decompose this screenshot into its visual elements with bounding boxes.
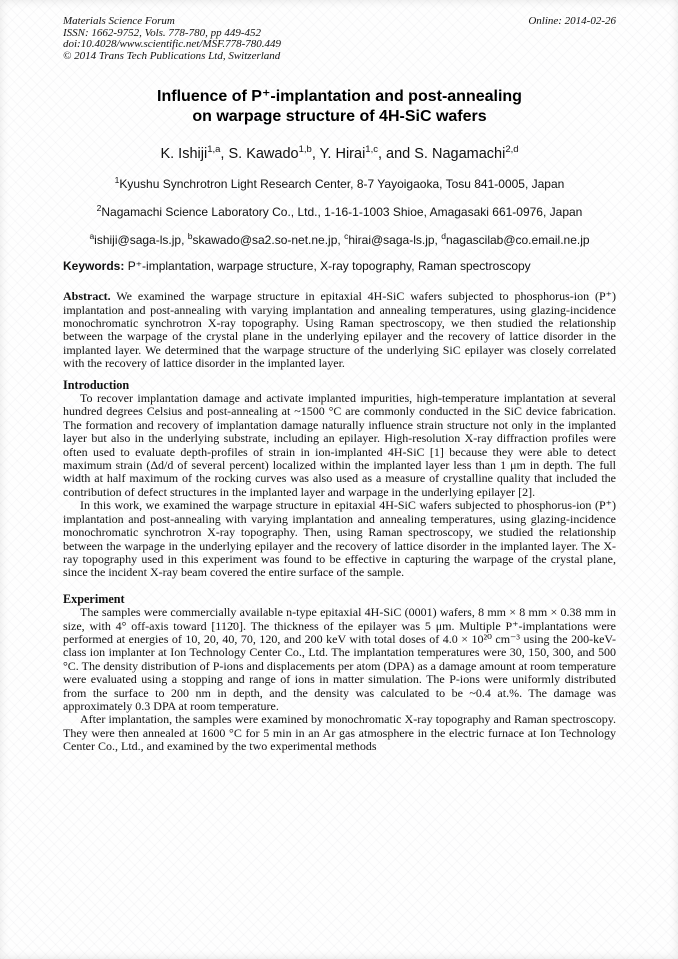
affiliation-mark: 2 (96, 203, 102, 214)
paper-title-line2: on warpage structure of 4H-SiC wafers (192, 108, 487, 126)
affiliation-text: Nagamachi Science Laboratory Co., Ltd., 1-16-1-1003 Shioe, Amagasaki 661-0976, Japan (101, 205, 583, 220)
author-line (63, 141, 616, 163)
author-emails (63, 229, 616, 247)
author-separator: , (311, 146, 320, 163)
affiliation-text: Kyushu Synchrotron Light Research Center, 8-7 Yayoigaoka, Tosu 841-0005, Japan (119, 177, 565, 192)
email (89, 233, 187, 247)
author-name: Y. Hirai (319, 146, 366, 163)
author-affil-mark: 1,c (365, 144, 378, 156)
affiliation-mark: 1 (114, 175, 120, 186)
journal-copyright: © 2014 Trans Tech Publications Ltd, Switzerland (63, 49, 281, 62)
email-address: ishiji@saga-ls.jp (94, 233, 182, 248)
email-address: skawado@sa2.so-net.ne.jp (192, 233, 338, 248)
affiliation-1 (63, 173, 616, 191)
keywords-line (63, 259, 616, 273)
author-separator: , and (377, 146, 415, 163)
email-address: hirai@saga-ls.jp (348, 233, 435, 248)
keywords-text: P⁺-implantation, warpage structure, X-ray topography, Raman spectroscopy (124, 259, 531, 274)
author-name: S. Nagamachi (414, 146, 506, 163)
email-separator: , (181, 233, 188, 248)
author-affil-mark: 1,b (298, 144, 312, 156)
section-heading-experiment: Experiment (63, 591, 125, 606)
email-mark: c (344, 231, 349, 242)
section-heading-introduction: Introduction (63, 377, 130, 392)
journal-header (63, 16, 616, 62)
email-mark: d (441, 231, 446, 242)
email-mark: a (89, 231, 95, 242)
introduction-paragraph-1: To recover implantation damage and activate implanted impurities, high-temperature implantation at several hundred degrees Celsius and post-annealing at ~1500 °C are commonly conducted in the SiC device fabrication. The formation and recovery of implantation damage naturally influence strain structure not only in the implanted layer but also in the underlying substrate, including an epilayer. High-resolution X-ray diffraction profiles were often used to evaluate depth-profiles of strain in ion-implanted 4H-SiC [1] because they were able to detect maximum strain (Δd/d of several percent) localized within the implanted layer less than 1 μm in depth. The full width at half maximum of the rocking curves was also used as a measure of crystalline quality that included the contribution of defect structures in the implanted layer and warpage in the underlying epilayer [2]. (63, 391, 616, 499)
experiment-paragraph-1: The samples were commercially available n-type epitaxial 4H-SiC (0001) wafers, 8 mm × 8 mm × 0.38 mm in size, with 4° off-axis toward [112̄0]. The thickness of the epilayer was 5 μm. Multiple P⁺-implantations were performed at energies of 10, 20, 40, 70, 120, and 200 keV with total doses of 4.0 × 10²⁰ cm⁻³ using the 200-keV-class ion implanter at Ion Technology Center Co., Ltd. The implantation temperatures were 30, 150, 300, and 500 °C. The density distribution of P-ions and displacements per atom (DPA) as a damage amount at room temperature were evaluated using a stopping and range of ions in matter simulation. The P-ions were uniformly distributed from the surface to 200 nm in depth, and the density was calculated to be ~0.4 at.%. The damage was approximately 0.3 DPA at room temperature. (63, 605, 616, 713)
author-affil-mark: 2,d (505, 144, 519, 156)
author-affil-mark: 1,a (207, 144, 221, 156)
keywords-label: Keywords: (63, 259, 125, 274)
online-date: Online: 2014-02-26 (528, 15, 616, 27)
author (414, 146, 518, 162)
abstract-label: Abstract. (63, 289, 111, 304)
paper-title (63, 87, 616, 127)
email (441, 233, 589, 247)
email-separator: , (434, 233, 442, 248)
email-mark: b (187, 231, 193, 242)
journal-name: Materials Science Forum (63, 15, 175, 27)
journal-doi: doi:10.4028/www.scientific.net/MSF.778-780.449 (63, 38, 282, 51)
author (228, 146, 319, 162)
email-address: nagascilab@co.email.ne.jp (445, 233, 590, 248)
email-separator: , (337, 233, 345, 248)
abstract-text: We examined the warpage structure in epitaxial 4H-SiC wafers subjected to phosphorus-ion (P⁺) implantation and post-annealing with varying implantation and annealing temperatures, using glazing-incidence monochromatic synchrotron X-ray topography. Using Raman spectroscopy, we then studied the relationship between the warpage of the crystal plane in the underlying epilayer and the recovery of lattice disorder in the implanted layer. We determined that the warpage structure of the underlying SiC epilayer was closely correlated with the recovery of lattice disorder in the implanted layer. (63, 289, 616, 371)
introduction-paragraph-2: In this work, we examined the warpage structure in epitaxial 4H-SiC wafers subjected to phosphorus-ion (P⁺) implantation and post-annealing with varying implantation and annealing temperatures, using glazing-incidence monochromatic synchrotron X-ray topography. Then, using Raman spectroscopy, we studied the relationship between the warpage in the underlying epilayer and the recovery of lattice disorder in the implanted layer. The X-ray topography used in this experiment was found to be effective in capturing the warpage of the crystal plane, since the incident X-ray beam covered the entire surface of the sample. (63, 498, 616, 580)
journal-meta (63, 16, 281, 62)
paper-title-line1: Influence of P⁺-implantation and post-annealing (157, 88, 522, 106)
email (188, 233, 344, 247)
affiliation-2 (63, 201, 616, 219)
author-name: K. Ishiji (160, 146, 208, 163)
journal-issn: ISSN: 1662-9752, Vols. 778-780, pp 449-452 (63, 26, 261, 39)
author-name: S. Kawado (228, 146, 299, 163)
email (344, 233, 441, 247)
author (320, 146, 415, 162)
author-separator: , (220, 146, 229, 163)
abstract (63, 290, 616, 370)
author (160, 146, 228, 162)
experiment-paragraph-2: After implantation, the samples were examined by monochromatic X-ray topography and Raman spectroscopy. They were then annealed at 1600 °C for 5 min in an Ar gas atmosphere in the electric furnace at Ion Technology Center Co., Ltd., and examined by the two experimental methods (63, 712, 616, 754)
